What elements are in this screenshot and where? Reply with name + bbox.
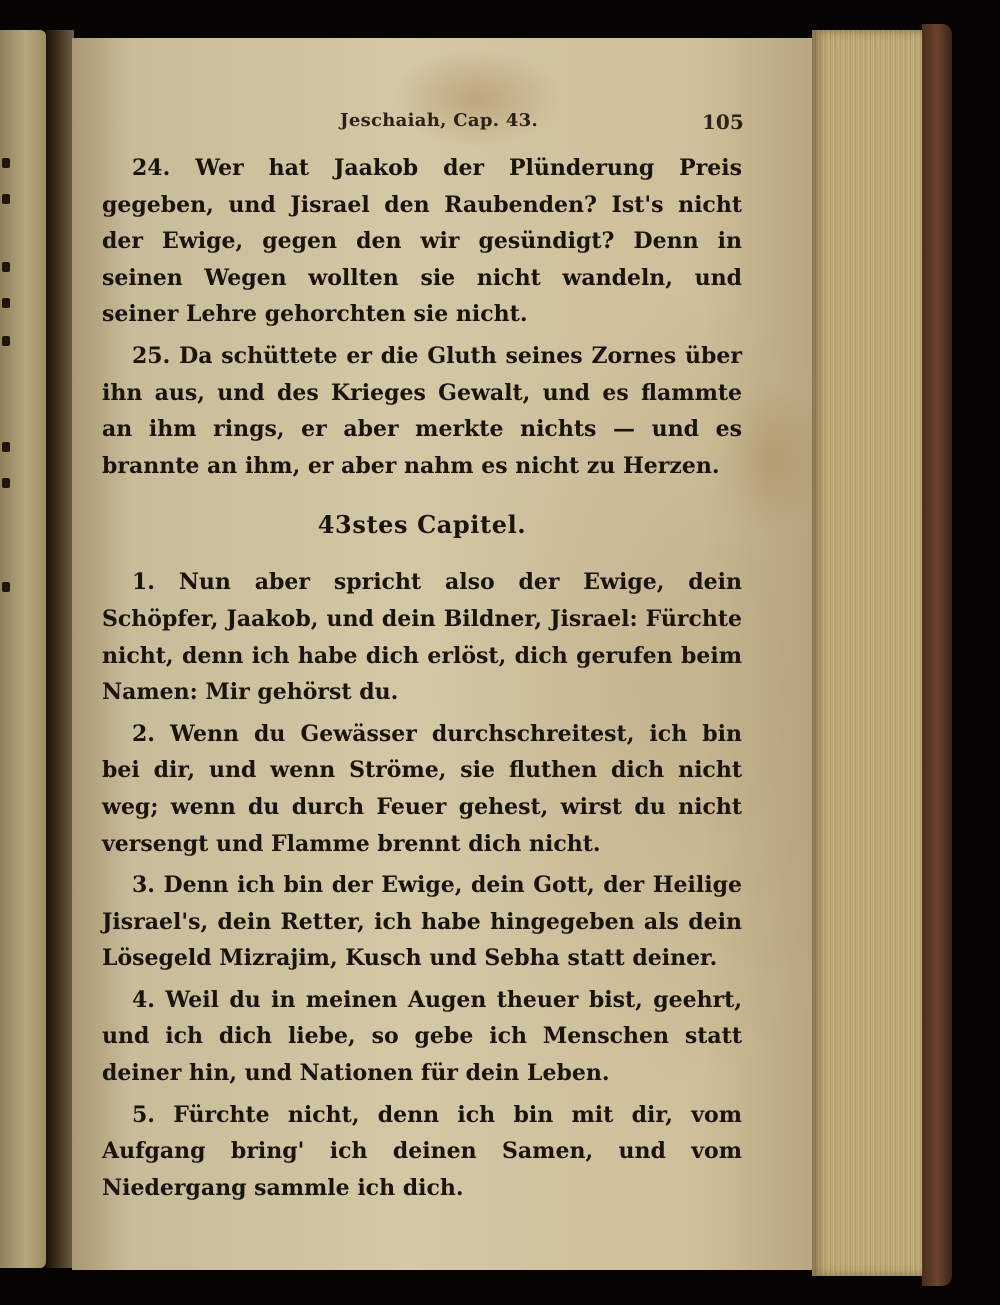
verse-paragraph: 3. Denn ich bin der Ewige, dein Gott, der Heilige Jisrael's, dein Retter, ich habe hingegeben als dein Lösegeld Mizrajim, Kusch und Sebha statt deiner. <box>102 872 742 972</box>
page-text <box>102 150 742 1211</box>
book-cover-edge <box>922 24 952 1286</box>
verse-paragraph: 2. Wenn du Gewässer durchschreitest, ich bin bei dir, und wenn Ströme, sie fluthen dich nicht weg; wenn du durch Feuer gehest, wirst du nicht versengt und Flamme brennt dich nicht. <box>102 720 742 857</box>
running-head <box>72 110 814 140</box>
verse-paragraph: 4. Weil du in meinen Augen theuer bist, geehrt, und ich dich liebe, so gebe ich Menschen statt deiner hin, und Nationen für dein Leben. <box>102 986 742 1087</box>
verse-paragraph: 1. Nun aber spricht also der Ewige, dein Schöpfer, Jaakob, und dein Bildner, Jisrael: Fürchte nicht, denn ich habe dich erlöst, dich gerufen beim Namen: Mir gehörst du. <box>102 569 742 706</box>
page-stack-edge <box>812 30 924 1276</box>
chapter-heading: 43stes Capitel. <box>317 510 527 540</box>
verse-paragraph: 24. Wer hat Jaakob der Plünderung Preis gegeben, und Jisrael den Raubenden? Ist's nicht der Ewige, gegen den wir gesündigt? Denn in seinen Wegen wollten sie nicht wandeln, und seiner Lehre gehorchten sie nicht. <box>102 155 742 328</box>
verse-paragraph: 25. Da schüttete er die Gluth seines Zornes über ihn aus, und des Krieges Gewalt, und es flammte an ihm rings, er aber merkte nichts — und es brannte an ihm, er aber nahm es nicht zu Herzen. <box>102 342 742 479</box>
book-gutter <box>46 30 74 1268</box>
page-number: 105 <box>702 110 744 134</box>
previous-page-edge <box>0 30 46 1268</box>
running-head-title: Jeschaiah, Cap. 43. <box>340 110 539 131</box>
verse-paragraph: 5. Fürchte nicht, denn ich bin mit dir, vom Aufgang bring' ich deinen Samen, und vom Niedergang sammle ich dich. <box>102 1101 742 1201</box>
book-page <box>72 38 814 1270</box>
